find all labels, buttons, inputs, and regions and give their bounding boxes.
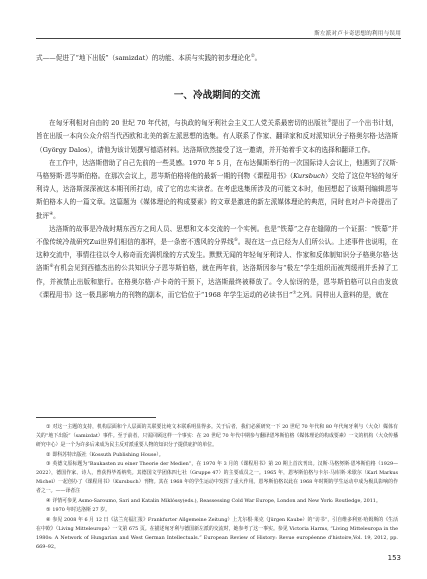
- footnote-text: 英德文原标题为“Baukasten zu einer Theorie der Medien”，在 1970 年 3 月的《课程用书》第 20 期上首次刊出。汉斯·马格努斯·恩岑斯伯格（1929—2022），德国作家、诗人，曾获得毕希纳奖。其德国文学团体四七社（Gruppe 47）的主要成员之一。1965 年，恩岑斯伯格与卡尔·马库斯·米歇尔（Karl Markus Michel）一起创办了《课程用书》（Kursbuch）刊物。其在 1968 年的学生运动中发挥了重大作用。恩岑斯伯格以此在 1968 年时期的学生运动中成为极具影响的作者之一。——译者注: [36, 461, 398, 495]
- footnote-text: 即科苏特出版社（Kossuth Publishing House）。: [52, 451, 164, 458]
- paragraph-1: [36, 117, 398, 157]
- footnote-mark: ③: [46, 461, 51, 468]
- intro-paragraph: [36, 52, 398, 65]
- footnote-text: 对这一主题的支持，机构层面和个人层面的关联要比纯文本联系明显得多。关于后者，我们必须研究一下 20 世纪 70 年代和 80 年代匈牙利与（大众）媒体有关的“地下出版”（samizdat）事件。至于前者，只需回顾这样一个事实：在 20 世纪 70 年代中期参与翻译恩岑斯伯格《媒体理论的构成要素》一文的机构（大众传播研究中心）是一个为许多后来成为民主反对派重要人物的知识分子提供庇护的单位。: [36, 424, 398, 448]
- page-number: 153: [387, 554, 401, 562]
- footnote-mark: ④: [46, 497, 51, 504]
- footnote-text: 详情可参见 Asmo-Saroumo, Sari and Katalin Miklóssy(eds.), Reassessing Cold War Europe, London and New York: Routledge, 2011。: [52, 497, 381, 504]
- footnote-ref[interactable]: ⑤: [233, 238, 238, 244]
- footnote-mark: ①: [46, 424, 51, 430]
- paragraph-3-text-d: 之列。同样出人意料的是，就在: [296, 290, 389, 299]
- footnote-mark: ⑤: [46, 507, 51, 514]
- footnote-mark: ②: [46, 451, 51, 458]
- footnote: [36, 516, 398, 552]
- footnote-ref[interactable]: ④: [49, 211, 54, 217]
- footnote: [36, 451, 398, 460]
- header-rule: [36, 38, 401, 39]
- footnote-text: 参见 2008 年 6 月 12 日《法兰克福汇报》Frankfurter Allgemeine Zeitung）上尤尔根·莱克（Jürgen Kaube）的“访书”，引自维多利亚·哈姆斯的《生活在中欧》（Living Mitteleuropa）一文第 675 页。在描述匈牙利与德国新左派的交流时，她参考了这一事实。参见 Victoria Harms, “Living Mitteleuropa in the 1980s: A Network of Hungarian and West German Intellectuals.” European Review of History: Revue européenne d'histoire,Vol. 19, 2012, pp. 669–92。: [36, 516, 398, 550]
- kursbuch-title: Kursbuch: [293, 172, 326, 181]
- footnote: [36, 497, 398, 506]
- paragraph-3-text-b: 。现在这一点已经为人们所公认。上述事件也说明，在这种交流中，事情往往以令人称奇而充满机缘的方式发生。默默无闻的年轻匈牙利诗人、作家和反体制知识分子格奥尔格·达洛斯: [36, 238, 399, 273]
- intro-text-end: 。: [254, 54, 262, 62]
- paragraph-2-text-a: 在工作中，达洛斯借助了自己先前的一些灵感。1970 年 5 月，在布达佩斯举行的一次国际诗人会议上，他遇到了汉斯·马格努斯·恩岑斯伯格。在那次会议上，恩岑斯伯格将他的最新一期的刊物《课程用书》（: [36, 158, 398, 181]
- intro-text: 式——促进了“地下出版”（samizdat）的功能、本质与实践的初步理论化: [36, 54, 251, 62]
- running-header: 斯左派对卢卡奇思想的利用与误用: [314, 31, 401, 37]
- paragraph-3-text-a: 达洛斯的故事是冷战时期东西方之间人员、思想和文本交流的一个实例。也是“铁幕”之存在缝隙的一个证据：“铁幕”并不像传统冷战研究Zui世界们相信的那样，是一条密不透风的分界线: [36, 224, 398, 247]
- footnote-ref[interactable]: ②: [250, 54, 255, 59]
- footnote-ref[interactable]: ⑥: [49, 264, 54, 270]
- paragraph-2: [36, 157, 398, 223]
- paragraph-1-text-a: 在匈牙利相对自由的 20 世纪 70 年代初，与执政的匈牙利社会主义工人党关系最密切的出版社: [49, 119, 328, 128]
- paragraph-1-text-b: 提出了一个出书计划，旨在出版一本向公众介绍当代西欧和北美的新左派思想的选集。有人联系了作家、翻译家和反对派知识分子格奥尔格·达洛斯（György Dalos），请他为该计划撰写德语材料。达洛斯欣然接受了这一邀请，并开始着手文本的选择和翻译工作。: [36, 119, 399, 154]
- paragraph-3-text-c: 有机会见到西德杰出的公共知识分子恩岑斯伯格，就在两年前，达洛斯因参与“极左”学生组织而被判缓刑并丢掉了工作，并被禁止出版和旅行。在格奥尔格·卢卡奇的干预下，达洛斯最终被释放了。令人惊讶的是，恩岑斯伯格可以自由发放《课程用书》这一极具影响力的刊物的副本，而它恰位于“1968 年学生运动的必读书目”: [36, 264, 398, 299]
- footnote: [36, 423, 398, 450]
- footnotes: [36, 423, 398, 553]
- footnote-ref[interactable]: ③: [327, 119, 332, 125]
- paragraph-3: [36, 223, 398, 302]
- footnote-ref[interactable]: ⑦: [292, 290, 297, 296]
- paragraph-2-text-b: ）交给了这位年轻的匈牙利诗人，达洛斯深深被这本期刊所打动，成了它的忠实读者。在考虑选集所涉及的可能文本时，他回想起了该期刊编辑恩岑斯伯格本人的一篇文章。这篇题为《媒体理论的构成要素》的文章是激进的新左派媒体理论的典范，同时也对卢卡奇提出了批评: [36, 172, 399, 220]
- paragraph-2-text-c: 。: [53, 211, 60, 220]
- main-text: [36, 52, 398, 302]
- footnote-rule: [36, 417, 156, 418]
- footnote-mark: ⑥: [46, 516, 51, 523]
- footnote: [36, 506, 398, 515]
- section-heading: 一、冷战期间的交流: [173, 90, 261, 102]
- footnote: [36, 460, 398, 496]
- footnote-text: 1970 年时达洛斯 27 岁。: [52, 507, 110, 514]
